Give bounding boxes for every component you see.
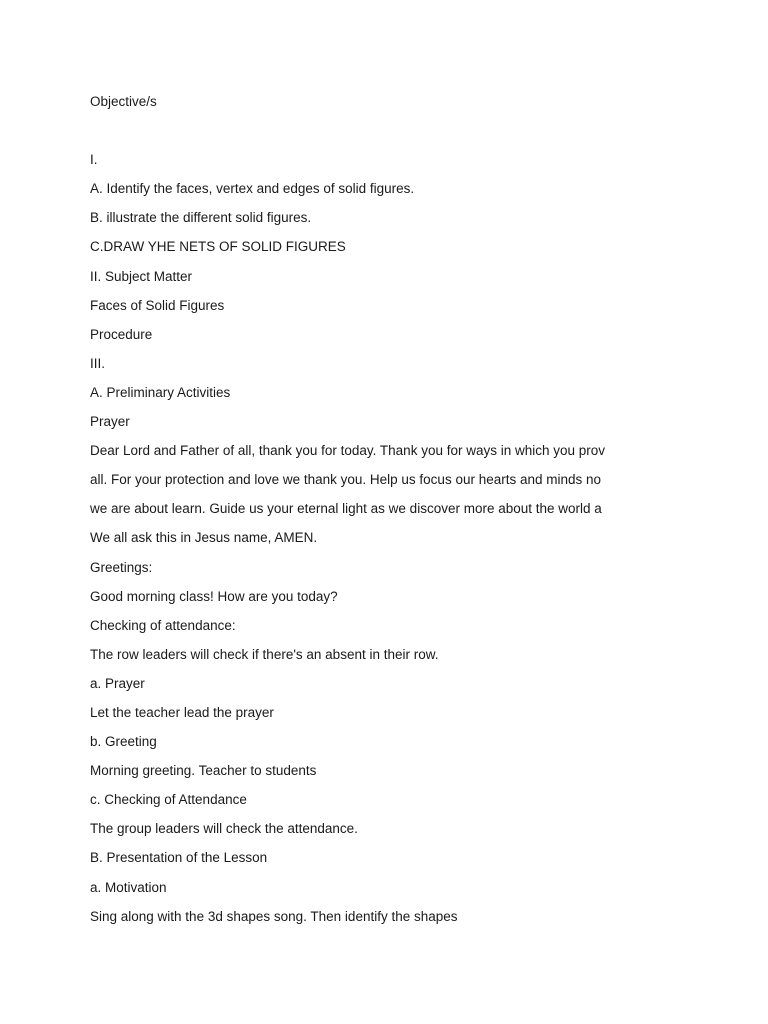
greetings-heading: Greetings: [90,559,153,575]
item-a-prayer: a. Prayer [90,675,145,691]
motivation-heading: a. Motivation [90,879,167,895]
motivation-text: Sing along with the 3d shapes song. Then identify the shapes [90,908,458,924]
item-a-prayer-text: Let the teacher lead the prayer [90,704,274,720]
prayer-heading: Prayer [90,414,130,430]
presentation-heading: B. Presentation of the Lesson [90,850,268,866]
subject-matter-text: Faces of Solid Figures [90,297,225,313]
document-body [90,93,768,937]
prayer-text-line: We all ask this in Jesus name, AMEN. [90,530,318,546]
objective-c: C.DRAW YHE NETS OF SOLID FIGURES [90,239,346,255]
objective-b: B. illustrate the different solid figures. [90,210,312,226]
section-number-i: I. [90,152,98,168]
item-c-attendance-text: The group leaders will check the attendance. [90,821,358,837]
item-b-greeting: b. Greeting [90,734,157,750]
procedure-heading: Procedure [90,326,153,342]
objectives-heading: Objective/s [90,94,157,109]
prayer-text-line: all. For your protection and love we thank you. Help us focus our hearts and minds no [90,472,602,488]
subject-matter-heading: II. Subject Matter [90,268,193,284]
attendance-heading: Checking of attendance: [90,617,236,633]
attendance-text: The row leaders will check if there's an absent in their row. [90,646,439,662]
preliminary-activities-heading: A. Preliminary Activities [90,384,231,400]
greetings-text: Good morning class! How are you today? [90,588,338,604]
prayer-text-line: we are about learn. Guide us your eternal light as we discover more about the world a [90,501,602,517]
objective-a: A. Identify the faces, vertex and edges of solid figures. [90,181,415,197]
item-b-greeting-text: Morning greeting. Teacher to students [90,763,317,779]
prayer-text-line: Dear Lord and Father of all, thank you for today. Thank you for ways in which you prov [90,443,606,459]
item-c-attendance: c. Checking of Attendance [90,792,247,808]
section-number-iii: III. [90,355,106,371]
